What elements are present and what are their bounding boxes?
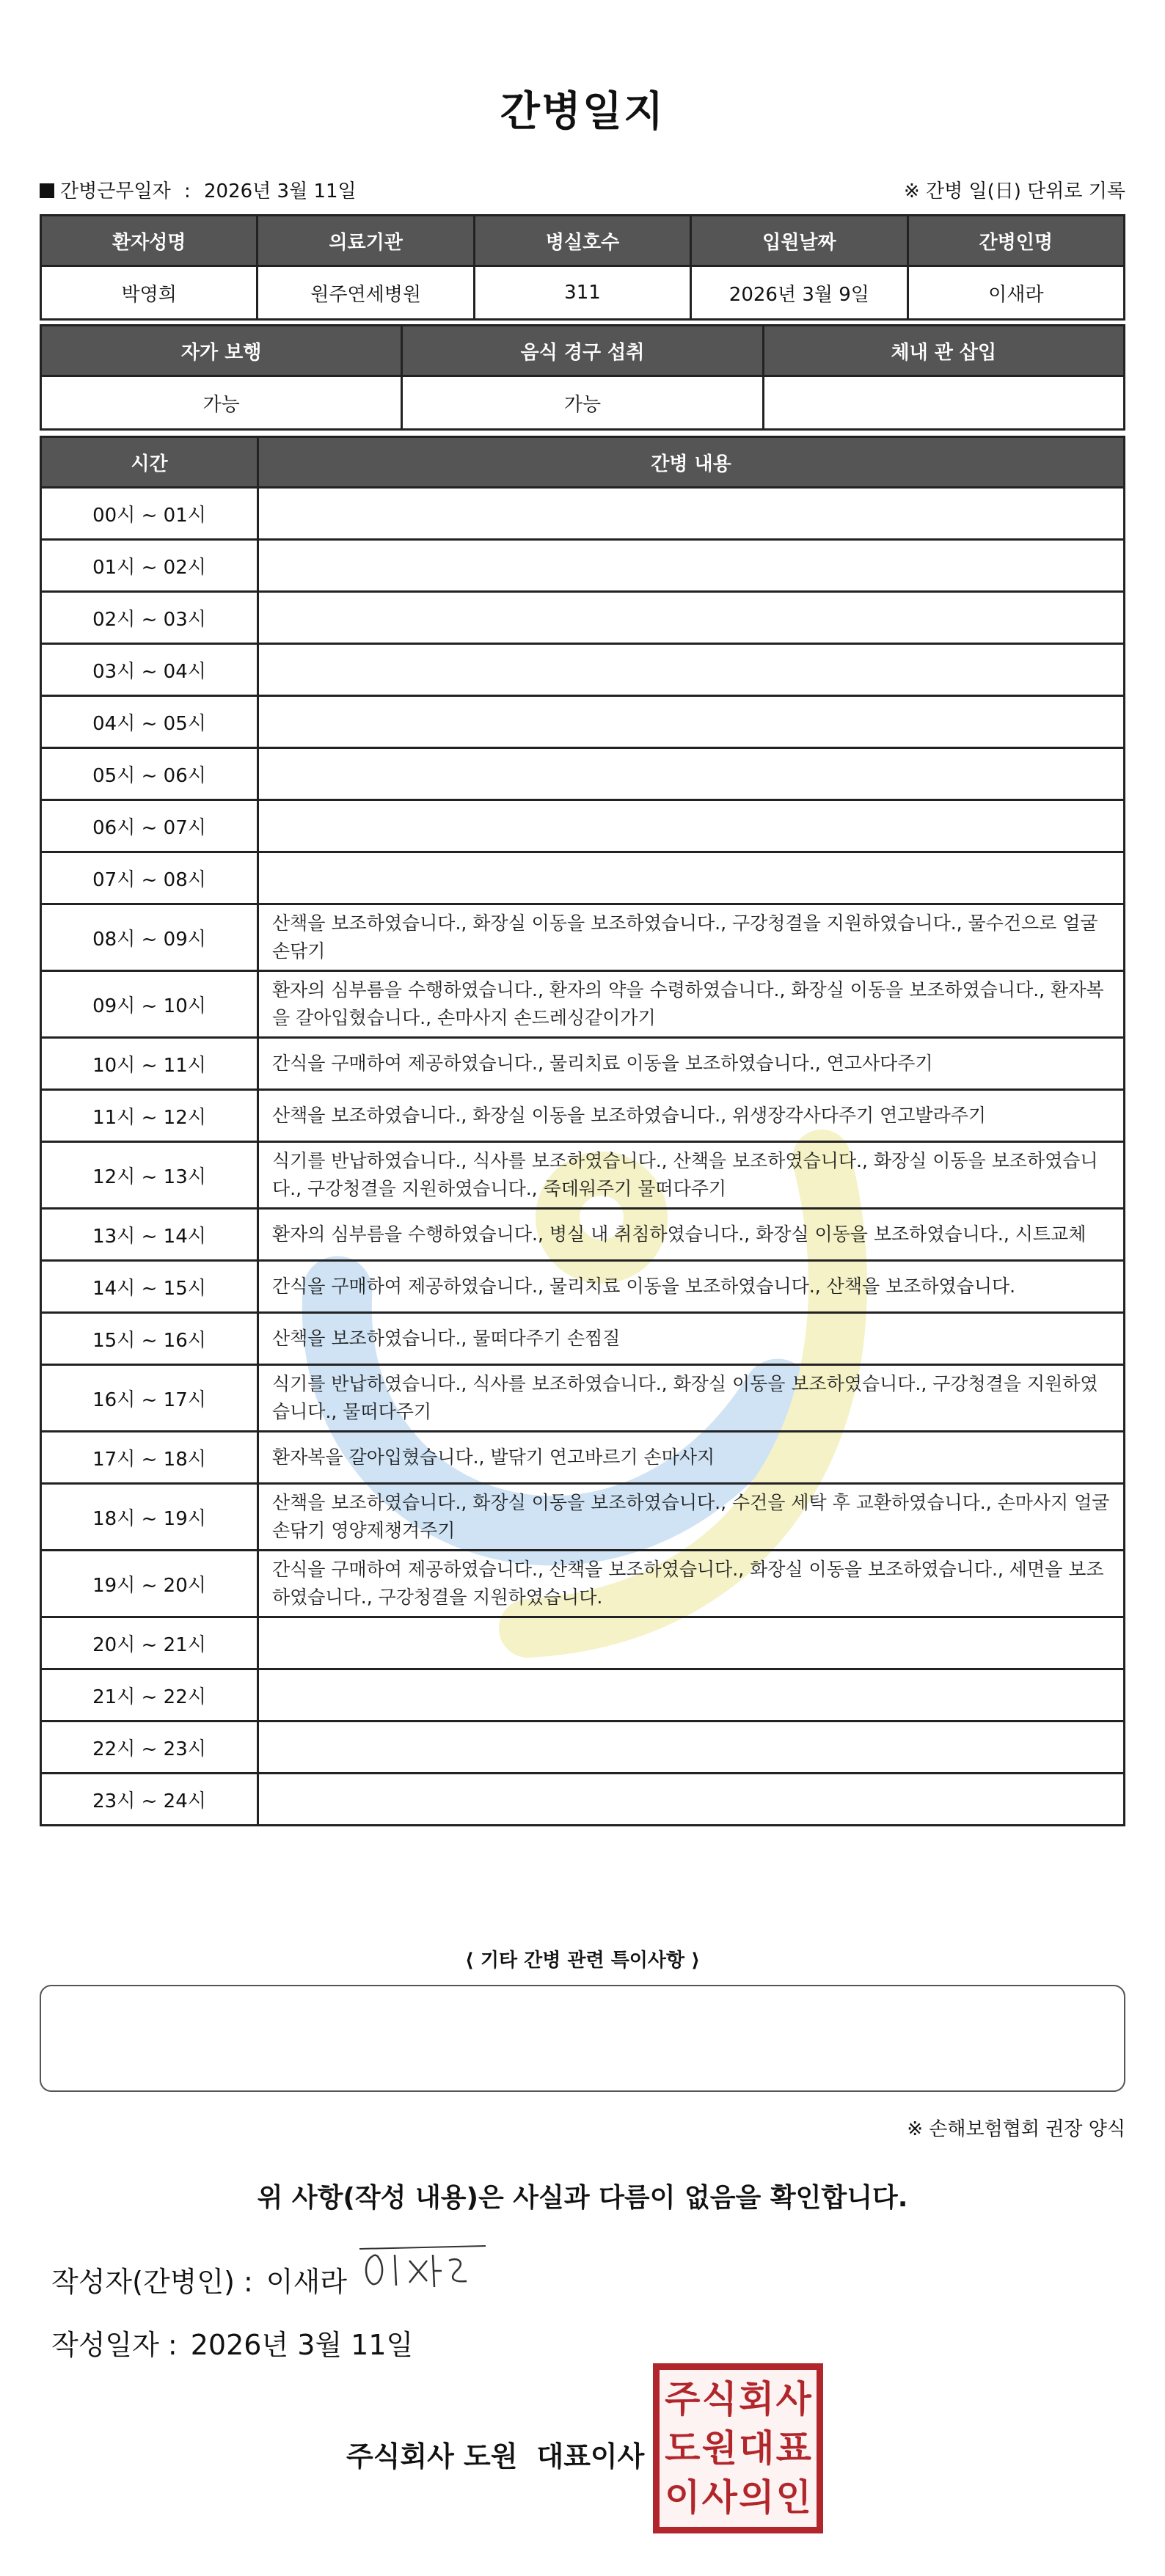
admission-date-value: 2026년 3월 9일 xyxy=(691,266,907,320)
notes-title: ⟨ 기타 간병 관련 특이사항 ⟩ xyxy=(464,1950,701,1972)
log-time-cell: 15시 ~ 16시 xyxy=(41,1313,258,1365)
log-row xyxy=(41,971,1125,1038)
header-room: 병실호수 xyxy=(474,216,690,266)
log-row xyxy=(41,592,1125,644)
log-content-cell: 환자의 심부름을 수행하였습니다., 환자의 약을 수령하였습니다., 화장실 이동을 보조하였습니다., 환자복을 갈아입혔습니다., 손마사지 손드레싱같이가기 xyxy=(258,971,1125,1038)
patient-info-value-row xyxy=(41,266,1125,320)
oral-intake-value: 가능 xyxy=(402,376,763,430)
log-time-cell: 13시 ~ 14시 xyxy=(41,1209,258,1261)
seal-character: 사 xyxy=(701,2476,737,2520)
seal-character: 원 xyxy=(701,2426,737,2470)
log-content-cell: 산책을 보조하였습니다., 화장실 이동을 보조하였습니다., 위생장각사다주기 연고발라주기 xyxy=(258,1090,1125,1142)
log-content-cell xyxy=(258,800,1125,852)
log-row xyxy=(41,904,1125,971)
log-time-cell: 10시 ~ 11시 xyxy=(41,1038,258,1090)
log-time-cell: 12시 ~ 13시 xyxy=(41,1142,258,1209)
write-date-label: 작성일자 : xyxy=(51,2329,178,2361)
unit-note: ※ 간병 일(日) 단위로 기록 xyxy=(903,180,1125,202)
log-row xyxy=(41,1090,1125,1142)
writer-name: 이새라 xyxy=(266,2266,347,2298)
log-row xyxy=(41,1365,1125,1432)
log-header-row xyxy=(41,437,1125,488)
log-row xyxy=(41,540,1125,592)
hourly-care-log-table xyxy=(40,436,1125,1826)
log-time-cell: 22시 ~ 23시 xyxy=(41,1721,258,1774)
write-date-line xyxy=(51,2322,413,2363)
patient-name-value: 박영희 xyxy=(41,266,258,320)
log-time-cell: 07시 ~ 08시 xyxy=(41,852,258,904)
log-time-cell: 17시 ~ 18시 xyxy=(41,1432,258,1484)
header-oral-intake: 음식 경구 섭취 xyxy=(402,326,763,376)
log-time-cell: 05시 ~ 06시 xyxy=(41,748,258,800)
log-content-cell xyxy=(258,1617,1125,1669)
seal-character: 도 xyxy=(665,2426,701,2470)
header-care-content: 간병 내용 xyxy=(258,437,1125,488)
log-row xyxy=(41,1038,1125,1090)
seal-character: 대 xyxy=(739,2426,775,2470)
log-time-cell: 02시 ~ 03시 xyxy=(41,592,258,644)
header-patient-name: 환자성명 xyxy=(41,216,258,266)
log-row xyxy=(41,1774,1125,1826)
log-content-cell xyxy=(258,1774,1125,1826)
log-time-cell: 09시 ~ 10시 xyxy=(41,971,258,1038)
seal-character: 인 xyxy=(775,2476,811,2520)
log-content-cell: 산책을 보조하였습니다., 화장실 이동을 보조하였습니다., 수건을 세탁 후 교환하였습니다., 손마사지 얼굴 손닦기 영양제챙겨주기 xyxy=(258,1484,1125,1551)
patient-info-table xyxy=(40,214,1125,321)
log-content-cell xyxy=(258,644,1125,696)
hospital-value: 원주연세병원 xyxy=(258,266,474,320)
log-time-cell: 00시 ~ 01시 xyxy=(41,488,258,540)
log-row xyxy=(41,800,1125,852)
log-time-cell: 14시 ~ 15시 xyxy=(41,1261,258,1313)
write-date-value: 2026년 3월 11일 xyxy=(190,2329,414,2361)
header-hospital: 의료기관 xyxy=(258,216,474,266)
log-content-cell xyxy=(258,748,1125,800)
log-row xyxy=(41,1617,1125,1669)
representative-title: 대표이사 xyxy=(536,2440,645,2473)
square-bullet-icon xyxy=(40,183,54,198)
log-time-cell: 23시 ~ 24시 xyxy=(41,1774,258,1826)
work-date-value: 2026년 3월 11일 xyxy=(204,180,357,202)
header-time: 시간 xyxy=(41,437,258,488)
log-time-cell: 21시 ~ 22시 xyxy=(41,1669,258,1721)
log-row xyxy=(41,748,1125,800)
company-seal-stamp xyxy=(653,2363,823,2533)
tube-insertion-value xyxy=(763,376,1124,430)
work-date-label: 간병근무일자 xyxy=(60,180,171,202)
header-caregiver-name: 간병인명 xyxy=(907,216,1124,266)
writer-line xyxy=(51,2259,347,2299)
work-date xyxy=(40,176,357,203)
seal-character: 식 xyxy=(701,2377,737,2421)
log-content-cell: 식기를 반납하였습니다., 식사를 보조하였습니다., 화장실 이동을 보조하였습니다., 구강청결을 지원하였습니다., 물떠다주기 xyxy=(258,1365,1125,1432)
log-time-cell: 04시 ~ 05시 xyxy=(41,696,258,748)
seal-character: 주 xyxy=(665,2377,701,2421)
patient-info-header-row xyxy=(41,216,1125,266)
seal-character: 회 xyxy=(739,2377,775,2421)
patient-status-header-row xyxy=(41,326,1125,376)
log-time-cell: 03시 ~ 04시 xyxy=(41,644,258,696)
patient-status-table xyxy=(40,324,1125,431)
room-value: 311 xyxy=(474,266,690,320)
seal-character: 표 xyxy=(775,2426,811,2470)
log-row xyxy=(41,1669,1125,1721)
log-content-cell: 간식을 구매하여 제공하였습니다., 산책을 보조하였습니다., 화장실 이동을 보조하였습니다., 세면을 보조하였습니다., 구강청결을 지원하였습니다. xyxy=(258,1551,1125,1617)
document-title: 간병일지 xyxy=(500,88,665,136)
log-row xyxy=(41,1142,1125,1209)
log-row xyxy=(41,1551,1125,1617)
log-time-cell: 19시 ~ 20시 xyxy=(41,1551,258,1617)
header-admission-date: 입원날짜 xyxy=(691,216,907,266)
log-time-cell: 16시 ~ 17시 xyxy=(41,1365,258,1432)
log-content-cell xyxy=(258,592,1125,644)
log-row xyxy=(41,1209,1125,1261)
company-name: 주식회사 도원 xyxy=(346,2440,518,2473)
log-time-cell: 06시 ~ 07시 xyxy=(41,800,258,852)
seal-character: 의 xyxy=(739,2476,775,2520)
log-row xyxy=(41,696,1125,748)
log-time-cell: 18시 ~ 19시 xyxy=(41,1484,258,1551)
header-self-walking: 자가 보행 xyxy=(41,326,402,376)
log-content-cell xyxy=(258,488,1125,540)
log-row xyxy=(41,488,1125,540)
log-row xyxy=(41,644,1125,696)
log-content-cell xyxy=(258,540,1125,592)
log-content-cell xyxy=(258,852,1125,904)
log-time-cell: 20시 ~ 21시 xyxy=(41,1617,258,1669)
log-content-cell: 산책을 보조하였습니다., 물떠다주기 손찜질 xyxy=(258,1313,1125,1365)
log-content-cell: 환자의 심부름을 수행하였습니다., 병실 내 취침하였습니다., 화장실 이동을 보조하였습니다., 시트교체 xyxy=(258,1209,1125,1261)
caregiver-name-value: 이새라 xyxy=(907,266,1124,320)
work-date-separator: : xyxy=(183,180,191,202)
confirmation-statement: 위 사항(작성 내용)은 사실과 다름이 없음을 확인합니다. xyxy=(257,2183,908,2213)
log-content-cell: 간식을 구매하여 제공하였습니다., 물리치료 이동을 보조하였습니다., 산책을 보조하였습니다. xyxy=(258,1261,1125,1313)
form-recommendation-note: ※ 손해보험협회 권장 양식 xyxy=(907,2118,1125,2140)
header-tube-insertion: 체내 관 삽입 xyxy=(763,326,1124,376)
self-walking-value: 가능 xyxy=(41,376,402,430)
log-time-cell: 08시 ~ 09시 xyxy=(41,904,258,971)
log-content-cell: 간식을 구매하여 제공하였습니다., 물리치료 이동을 보조하였습니다., 연고사다주기 xyxy=(258,1038,1125,1090)
log-row xyxy=(41,1313,1125,1365)
log-row xyxy=(41,852,1125,904)
seal-character: 사 xyxy=(775,2377,811,2421)
log-content-cell: 식기를 반납하였습니다., 식사를 보조하였습니다., 산책을 보조하였습니다., 화장실 이동을 보조하였습니다., 구강청결을 지원하였습니다., 죽데워주기 물떠다주기 xyxy=(258,1142,1125,1209)
log-time-cell: 01시 ~ 02시 xyxy=(41,540,258,592)
log-row xyxy=(41,1261,1125,1313)
log-time-cell: 11시 ~ 12시 xyxy=(41,1090,258,1142)
log-content-cell xyxy=(258,1669,1125,1721)
special-notes-box xyxy=(40,1985,1125,2092)
handwritten-signature xyxy=(357,2239,489,2297)
seal-characters xyxy=(664,2374,812,2522)
company-line xyxy=(346,2434,644,2474)
log-row xyxy=(41,1432,1125,1484)
patient-status-value-row xyxy=(41,376,1125,430)
writer-label: 작성자(간병인) : xyxy=(51,2266,253,2298)
log-content-cell: 환자복을 갈아입혔습니다., 발닦기 연고바르기 손마사지 xyxy=(258,1432,1125,1484)
log-body xyxy=(41,488,1125,1826)
log-content-cell xyxy=(258,696,1125,748)
log-content-cell: 산책을 보조하였습니다., 화장실 이동을 보조하였습니다., 구강청결을 지원하였습니다., 물수건으로 얼굴 손닦기 xyxy=(258,904,1125,971)
seal-character: 이 xyxy=(665,2476,701,2520)
log-row xyxy=(41,1484,1125,1551)
log-row xyxy=(41,1721,1125,1774)
log-content-cell xyxy=(258,1721,1125,1774)
